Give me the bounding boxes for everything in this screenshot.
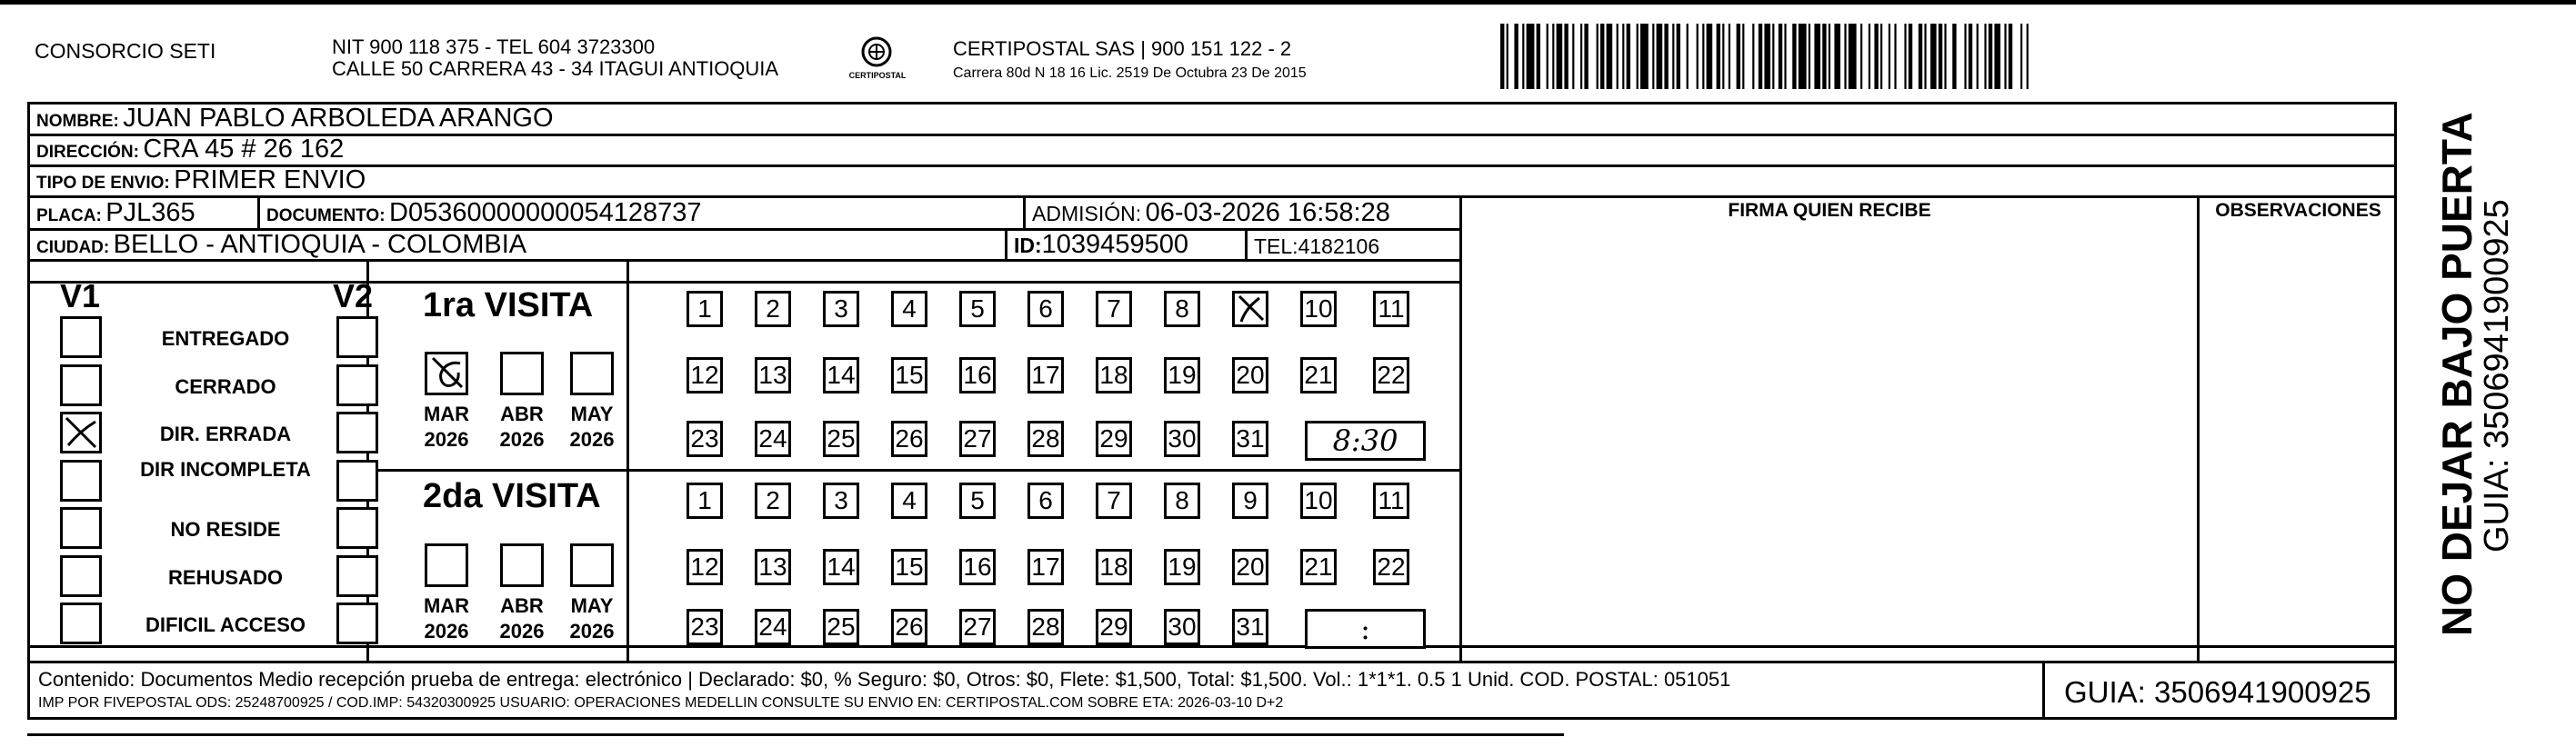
month-label: ABR — [500, 403, 544, 425]
day-checkbox[interactable]: 5 — [959, 483, 996, 519]
day-checkbox[interactable]: 11 — [1373, 483, 1409, 519]
v1-status-checkbox[interactable] — [60, 316, 102, 358]
shipment-type-label: TIPO DE ENVIO: — [36, 174, 170, 193]
time-field[interactable]: : — [1305, 609, 1426, 649]
day-checkbox[interactable]: 21 — [1300, 357, 1337, 393]
day-checkbox[interactable]: 27 — [959, 421, 996, 457]
footer-frame — [27, 648, 2397, 720]
day-checkbox[interactable]: 2 — [755, 291, 791, 327]
day-checkbox[interactable]: 6 — [1027, 483, 1064, 519]
day-checkbox[interactable]: 17 — [1027, 357, 1064, 393]
id-value: 1039459500 — [1041, 230, 1188, 259]
v1-status-checkbox[interactable] — [60, 460, 102, 502]
footer-guide: GUIA: 3506941900925 — [2064, 675, 2371, 709]
day-checkbox[interactable]: 13 — [755, 549, 791, 585]
day-checkbox[interactable]: 9 — [1232, 483, 1268, 519]
year-label: 2026 — [569, 620, 615, 642]
shipment-type-row — [36, 165, 366, 195]
day-checkbox[interactable]: 11 — [1373, 291, 1409, 327]
visit-1-title: 1ra VISITA — [423, 286, 594, 324]
day-checkbox[interactable]: 17 — [1027, 549, 1064, 585]
address-row — [36, 134, 344, 164]
document-value: D05360000000054128737 — [389, 198, 702, 227]
day-checkbox[interactable]: 7 — [1096, 291, 1132, 327]
day-checkbox[interactable]: 29 — [1096, 609, 1132, 645]
day-checkbox[interactable]: 26 — [891, 609, 927, 645]
name-label: NOMBRE: — [36, 112, 119, 131]
v2-label: V2 — [333, 277, 374, 314]
day-checkbox[interactable]: 20 — [1232, 549, 1268, 585]
v1-status-checkbox[interactable] — [60, 412, 102, 453]
day-checkbox[interactable]: 25 — [823, 421, 859, 457]
city-label: CIUDAD: — [36, 238, 110, 257]
month-checkbox[interactable] — [500, 543, 544, 587]
day-checkbox[interactable]: 10 — [1300, 291, 1337, 327]
company-name: CONSORCIO SETI — [35, 39, 216, 63]
day-checkbox[interactable]: 25 — [823, 609, 859, 645]
v1-label: V1 — [60, 277, 101, 314]
logo-caption: CERTIPOSTAL — [848, 71, 907, 80]
month-checkbox[interactable] — [425, 352, 468, 395]
day-checkbox[interactable]: 31 — [1232, 609, 1268, 645]
day-checkbox[interactable]: 21 — [1300, 549, 1337, 585]
year-label: 2026 — [424, 620, 469, 642]
day-checkbox[interactable]: 12 — [687, 357, 723, 393]
day-checkbox[interactable]: 24 — [755, 421, 791, 457]
day-checkbox[interactable]: 15 — [891, 549, 927, 585]
day-checkbox[interactable]: 23 — [687, 421, 723, 457]
city-value: BELLO - ANTIOQUIA - COLOMBIA — [113, 230, 527, 259]
day-checkbox[interactable]: 29 — [1096, 421, 1132, 457]
day-checkbox[interactable]: 26 — [891, 421, 927, 457]
day-checkbox[interactable]: 3 — [823, 291, 859, 327]
year-label: 2026 — [569, 428, 615, 451]
admission-value: 06-03-2026 16:58:28 — [1145, 198, 1390, 227]
signature-header: FIRMA QUIEN RECIBE — [1728, 200, 1931, 221]
day-checkbox[interactable]: 1 — [687, 483, 723, 519]
document-field — [266, 198, 702, 228]
day-checkbox[interactable]: 28 — [1027, 609, 1064, 645]
day-checkbox[interactable]: 19 — [1164, 549, 1200, 585]
plate-label: PLACA: — [36, 206, 102, 225]
day-checkbox[interactable]: 14 — [823, 549, 859, 585]
day-checkbox[interactable]: 12 — [687, 549, 723, 585]
shipment-type-value: PRIMER ENVIO — [174, 165, 366, 194]
year-label: 2026 — [499, 620, 545, 642]
observations-area[interactable] — [2200, 229, 2395, 660]
month-checkbox[interactable] — [570, 352, 614, 395]
day-checkbox[interactable]: 27 — [959, 609, 996, 645]
day-checkbox[interactable]: 28 — [1027, 421, 1064, 457]
day-checkbox[interactable]: 18 — [1096, 549, 1132, 585]
month-label: MAR — [423, 403, 470, 425]
v1-status-checkbox[interactable] — [60, 555, 102, 597]
year-label: 2026 — [424, 428, 469, 451]
top-border — [0, 0, 2576, 5]
day-checkbox[interactable] — [1232, 291, 1268, 327]
day-checkbox[interactable]: 15 — [891, 357, 927, 393]
admission-label: ADMISIÓN: — [1032, 202, 1142, 225]
day-checkbox[interactable]: 13 — [755, 357, 791, 393]
courier-line: CERTIPOSTAL SAS | 900 151 122 - 2 — [953, 37, 1292, 60]
day-checkbox[interactable]: 30 — [1164, 609, 1200, 645]
print-line: IMP POR FIVEPOSTAL ODS: 25248700925 / COD.IMP: 54320300925 USUARIO: OPERACIONES MEDELLIN CONSULTE SU ENVIO EN: CERTIPOSTAL.COM SOBRE ETA: 2026-03-10 D+2 — [38, 695, 1284, 711]
day-checkbox[interactable]: 19 — [1164, 357, 1200, 393]
day-checkbox[interactable]: 22 — [1373, 549, 1409, 585]
day-checkbox[interactable]: 2 — [755, 483, 791, 519]
day-checkbox[interactable]: 1 — [687, 291, 723, 327]
tel-value: 4182106 — [1298, 234, 1380, 258]
status-label: CERRADO — [175, 375, 276, 398]
bottom-rule — [27, 733, 1564, 736]
address-label: DIRECCIÓN: — [36, 143, 139, 162]
day-checkbox[interactable]: 6 — [1027, 291, 1064, 327]
day-checkbox[interactable]: 4 — [891, 291, 927, 327]
address-value: CRA 45 # 26 162 — [143, 134, 345, 164]
time-field[interactable]: 8:30 — [1305, 421, 1426, 461]
v1-status-checkbox[interactable] — [60, 364, 102, 406]
day-checkbox[interactable]: 20 — [1232, 357, 1268, 393]
observations-header: OBSERVACIONES — [2215, 200, 2381, 221]
tel-label: TEL: — [1254, 234, 1298, 258]
year-label: 2026 — [499, 428, 545, 451]
barcode — [1500, 24, 2237, 89]
day-checkbox[interactable]: 30 — [1164, 421, 1200, 457]
day-checkbox[interactable]: 4 — [891, 483, 927, 519]
status-label: DIFICIL ACCESO — [145, 613, 306, 636]
day-checkbox[interactable]: 8 — [1164, 483, 1200, 519]
contents-line: Contenido: Documentos Medio recepción prueba de entrega: electrónico | Declarado: $0, % Seguro: $0, Otros: $0, Flete: $1,500, Total: $1,500. Vol.: 1*1*1. 0.5 1 Unid. COD. POSTAL: 051051 — [38, 668, 1731, 691]
plate-value: PJL365 — [105, 198, 195, 227]
side-warning: NO DEJAR BAJO PUERTA — [2433, 112, 2481, 636]
day-checkbox[interactable]: 31 — [1232, 421, 1268, 457]
month-checkbox[interactable] — [425, 543, 468, 587]
day-checkbox[interactable]: 16 — [959, 357, 996, 393]
nit-line: NIT 900 118 375 - TEL 604 3723300 — [332, 35, 656, 58]
side-guide: GUIA: 3506941900925 — [2478, 199, 2516, 553]
day-checkbox[interactable]: 8 — [1164, 291, 1200, 327]
visit-2-title: 2da VISITA — [423, 477, 601, 515]
plate-field — [36, 198, 195, 228]
id-field — [1014, 230, 1188, 260]
day-checkbox[interactable]: 24 — [755, 609, 791, 645]
license-line: Carrera 80d N 18 16 Lic. 2519 De Octubra 23 De 2015 — [953, 65, 1307, 81]
month-label: ABR — [500, 594, 544, 617]
month-label: MAY — [570, 403, 614, 425]
name-value: JUAN PABLO ARBOLEDA ARANGO — [123, 104, 554, 133]
address-line: CALLE 50 CARRERA 43 - 34 ITAGUI ANTIOQUIA — [332, 57, 779, 80]
day-checkbox[interactable]: 3 — [823, 483, 859, 519]
status-label: NO RESIDE — [170, 518, 281, 541]
day-checkbox[interactable]: 14 — [823, 357, 859, 393]
day-checkbox[interactable]: 23 — [687, 609, 723, 645]
city-field — [36, 230, 526, 260]
month-checkbox[interactable] — [500, 352, 544, 395]
v1-status-checkbox[interactable] — [60, 507, 102, 549]
day-checkbox[interactable]: 18 — [1096, 357, 1132, 393]
month-label: MAY — [570, 594, 614, 617]
id-label: ID: — [1014, 234, 1042, 257]
status-label: REHUSADO — [168, 566, 283, 589]
status-label: DIR. ERRADA — [159, 423, 292, 445]
name-row — [36, 104, 554, 134]
v1-status-checkbox[interactable] — [60, 603, 102, 644]
admission-field — [1032, 198, 1390, 228]
status-label: DIR INCOMPLETA — [140, 458, 311, 481]
tel-field — [1254, 234, 1379, 259]
month-label: MAR — [423, 594, 470, 617]
status-label: ENTREGADO — [161, 327, 290, 350]
day-checkbox[interactable]: 10 — [1300, 483, 1337, 519]
day-checkbox[interactable]: 7 — [1096, 483, 1132, 519]
month-checkbox[interactable] — [570, 543, 614, 587]
day-checkbox[interactable]: 5 — [959, 291, 996, 327]
signature-area[interactable] — [1462, 229, 2195, 660]
day-checkbox[interactable]: 16 — [959, 549, 996, 585]
document-label: DOCUMENTO: — [266, 206, 386, 225]
day-checkbox[interactable]: 22 — [1373, 357, 1409, 393]
